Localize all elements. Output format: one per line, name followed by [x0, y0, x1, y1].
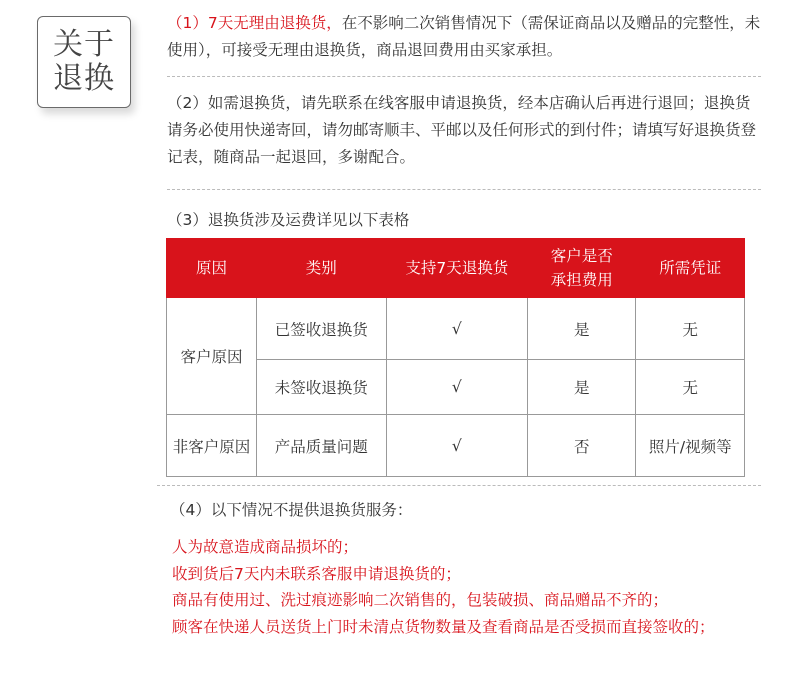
- table-cell-support: √: [386, 360, 527, 415]
- table-header-pay-line2: 承担费用: [550, 271, 613, 289]
- table-cell-support: √: [386, 415, 527, 477]
- section-1-highlight: （1）7天无理由退换货，: [167, 14, 342, 32]
- divider: [157, 485, 761, 486]
- page-title-line2: 退换: [53, 61, 115, 96]
- table-header-row: [167, 239, 745, 298]
- table-cell-proof: 无: [636, 360, 745, 415]
- table-row: [167, 415, 745, 477]
- table-cell-pay: 是: [528, 360, 636, 415]
- list-item: 收到货后7天内未联系客服申请退换货的；: [172, 564, 461, 583]
- divider: [167, 189, 761, 190]
- table-cell-proof: 照片/视频等: [636, 415, 745, 477]
- divider: [167, 76, 761, 77]
- table-cell-proof: 无: [636, 298, 745, 360]
- exclusion-list: [172, 534, 762, 640]
- table-cell-category: 产品质量问题: [256, 415, 386, 477]
- return-policy-table: [166, 238, 745, 477]
- table-header-proof: 所需凭证: [636, 239, 745, 298]
- table-row: [167, 298, 745, 360]
- table-header-category: 类别: [256, 239, 386, 298]
- section-3-heading: （3）退换货涉及运费详见以下表格: [167, 211, 410, 229]
- table-cell-reason: 非客户原因: [167, 415, 257, 477]
- table-cell-pay: 否: [528, 415, 636, 477]
- list-item: 商品有使用过、洗过痕迹影响二次销售的，包装破损、商品赠品不齐的；: [172, 591, 669, 609]
- table-cell-support: √: [386, 298, 527, 360]
- table-header-pay-line1: 客户是否: [550, 247, 613, 265]
- section-1-text: 在不影响二次销售情况下（需保证商品以及赠品的完整性，未使用），可接受无理由退换货，商品退回费用由买家承担。: [167, 14, 761, 59]
- table-cell-reason: 客户原因: [167, 298, 257, 415]
- table-header-reason: 原因: [167, 239, 257, 298]
- table-cell-category: 已签收退换货: [256, 298, 386, 360]
- list-item: 人为故意造成商品损坏的；: [172, 538, 359, 556]
- table-header-pay: [528, 239, 636, 298]
- table-cell-pay: 是: [528, 298, 636, 360]
- section-1: [167, 10, 761, 64]
- section-4-heading: （4）以下情况不提供退换货服务：: [170, 501, 413, 519]
- list-item: 顾客在快递人员送货上门时未清点货物数量及查看商品是否受损而直接签收的；: [172, 617, 715, 636]
- table-header-support: 支持7天退换货: [386, 239, 527, 298]
- page-title-box: [37, 16, 131, 108]
- page-title-line1: 关于: [53, 27, 115, 62]
- section-2: （2）如需退换货，请先联系在线客服申请退换货，经本店确认后再进行退回；退换货请务必使用快递寄回，请勿邮寄顺丰、平邮以及任何形式的到付件；请填写好退换货登记表，随商品一起退回，多谢配合。: [167, 94, 757, 166]
- table-cell-category: 未签收退换货: [256, 360, 386, 415]
